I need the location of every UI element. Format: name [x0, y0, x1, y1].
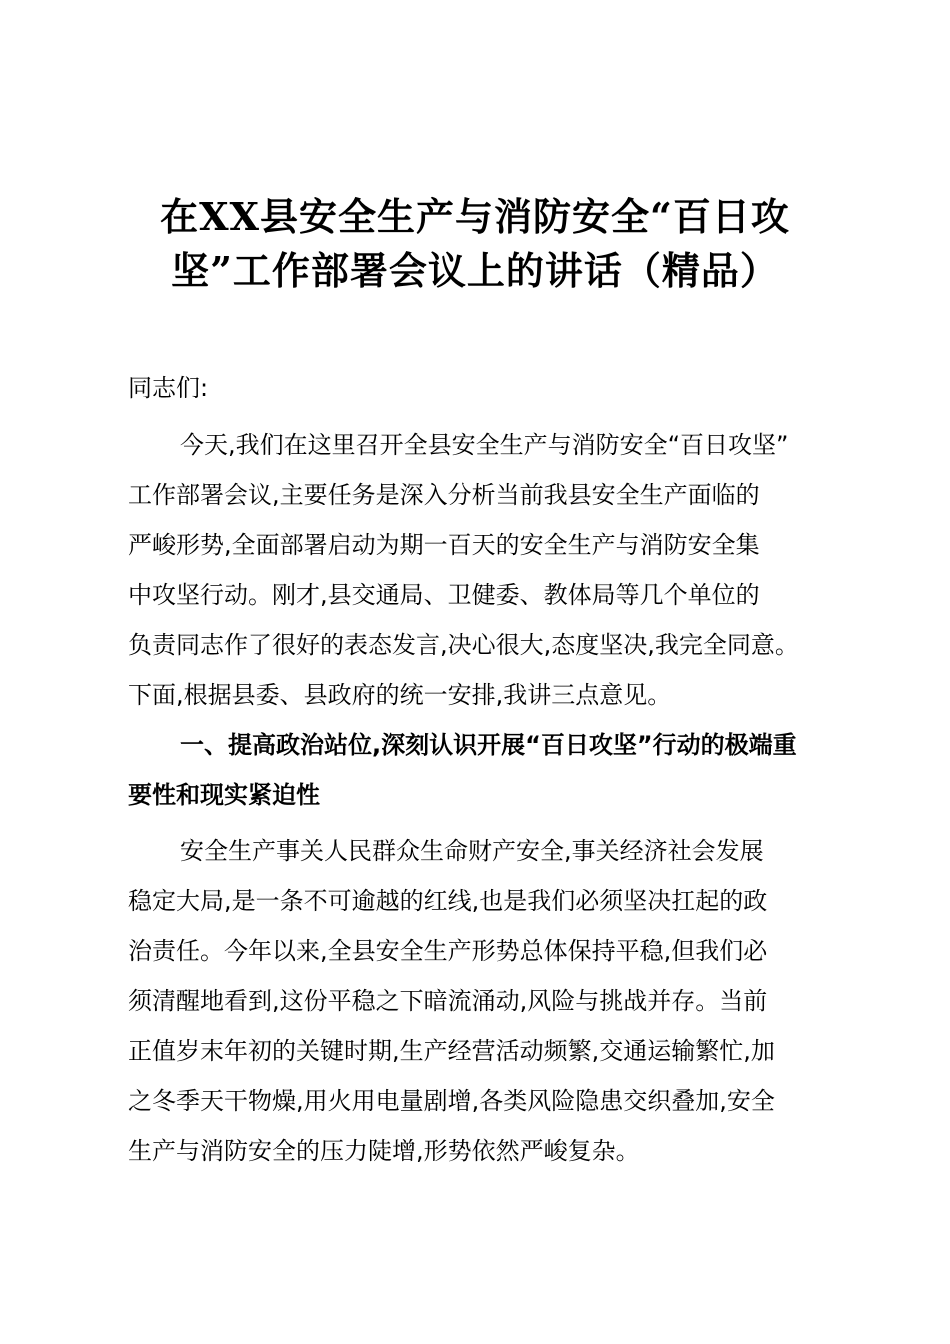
section-heading-1 — [128, 720, 848, 820]
paragraph-line: 今天,我们在这里召开全县安全生产与消防安全“百日攻坚” — [180, 431, 789, 459]
paragraph-line: 工作部署会议,主要任务是深入分析当前我县安全生产面临的 — [128, 481, 760, 509]
paragraph-line: 正值岁末年初的关键时期,生产经营活动频繁,交通运输繁忙,加 — [128, 1037, 775, 1065]
salutation: 同志们: — [128, 374, 209, 402]
paragraph-line: 严峻形势,全面部署启动为期一百天的安全生产与消防安全集 — [128, 531, 760, 559]
paragraph-section-1 — [128, 826, 848, 1176]
paragraph-line: 负责同志作了很好的表态发言,决心很大,态度坚决,我完全同意。 — [128, 631, 799, 659]
heading-line: 一、提高政治站位,深刻认识开展“百日攻坚”行动的极端重 — [180, 731, 797, 759]
paragraph-line: 下面,根据县委、县政府的统一安排,我讲三点意见。 — [128, 681, 672, 709]
document-title — [100, 190, 850, 298]
paragraph-line: 安全生产事关人民群众生命财产安全,事关经济社会发展 — [180, 837, 764, 865]
heading-line: 要性和现实紧迫性 — [128, 781, 320, 809]
title-line-2: 坚”工作部署会议上的讲话（精品） — [171, 248, 779, 293]
title-line-1: 在XX县安全生产与消防安全“百日攻 — [160, 194, 790, 239]
paragraph-line: 生产与消防安全的压力陡增,形势依然严峻复杂。 — [128, 1137, 640, 1165]
paragraph-line: 稳定大局,是一条不可逾越的红线,也是我们必须坚决扛起的政 — [128, 887, 768, 915]
paragraph-intro — [128, 420, 848, 720]
paragraph-line: 之冬季天干物燥,用火用电量剧增,各类风险隐患交织叠加,安全 — [128, 1087, 775, 1115]
paragraph-line: 治责任。今年以来,全县安全生产形势总体保持平稳,但我们必 — [128, 937, 768, 965]
paragraph-line: 中攻坚行动。刚才,县交通局、卫健委、教体局等几个单位的 — [128, 581, 760, 609]
paragraph-line: 须清醒地看到,这份平稳之下暗流涌动,风险与挑战并存。当前 — [128, 987, 768, 1015]
